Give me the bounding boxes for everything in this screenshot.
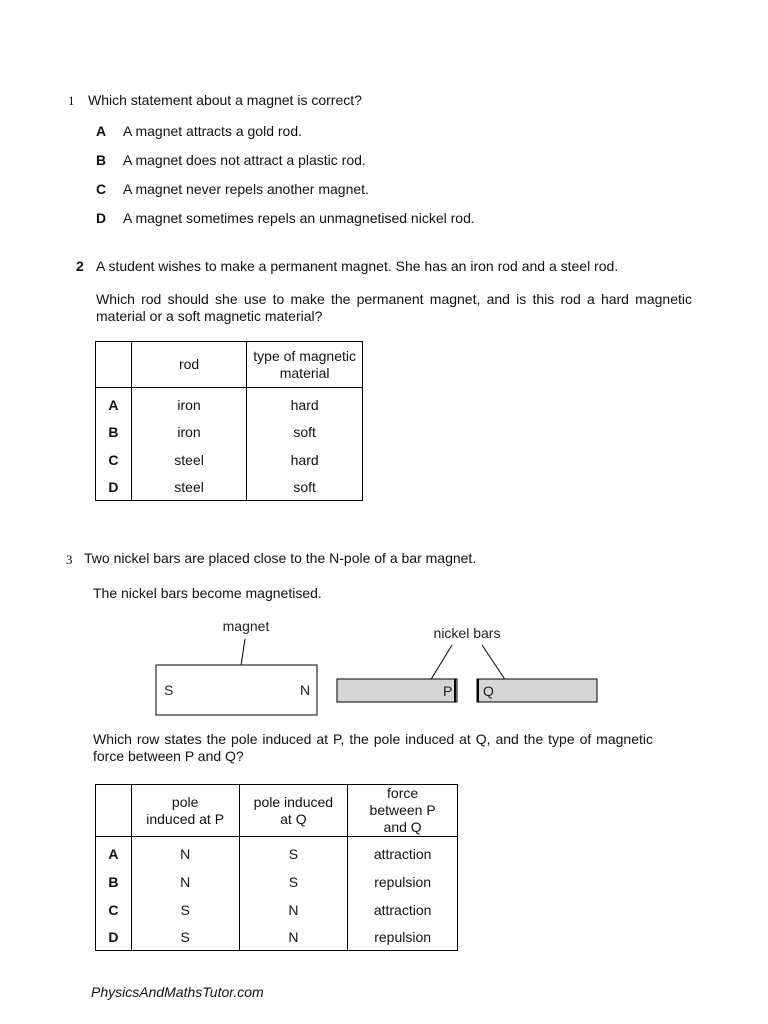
q2-row-type: soft xyxy=(247,418,363,446)
q1-option-c-letter: C xyxy=(96,181,107,197)
table-row xyxy=(96,474,363,501)
q3-row-pole-p: S xyxy=(131,896,239,924)
q2-row-letter: A xyxy=(96,388,132,418)
q3-number: 3 xyxy=(66,552,73,567)
q2-answer-table xyxy=(95,341,363,501)
footer-site-name: PhysicsAndMathsTutor.com xyxy=(91,984,264,1000)
q3-row-letter: D xyxy=(96,924,132,951)
q3-question: Which row states the pole induced at P, the pole induced at Q, and the type of magnetic force between P and Q? xyxy=(93,731,653,764)
magnet-label: magnet xyxy=(222,618,270,634)
q2-row-type: soft xyxy=(247,474,363,501)
q-label: Q xyxy=(483,683,494,699)
nickel-bars-label: nickel bars xyxy=(433,625,501,641)
q3-header-force: force between P and Q xyxy=(348,785,458,837)
q1-option-d-text: A magnet sometimes repels an unmagnetised nickel rod. xyxy=(123,210,475,226)
q1-option-a-text: A magnet attracts a gold rod. xyxy=(123,123,302,139)
q3-header-pole-p: pole induced at P xyxy=(131,785,239,837)
q2-number: 2 xyxy=(76,258,84,274)
q3-row-pole-q: S xyxy=(239,837,348,868)
q3-row-pole-p: N xyxy=(131,868,239,896)
q2-question: Which rod should she use to make the permanent magnet, and is this rod a hard magnetic material or a soft magnetic material? xyxy=(96,291,692,324)
nickel-leader-line-2 xyxy=(482,645,506,681)
q3-row-letter: C xyxy=(96,896,132,924)
q1-number: 1 xyxy=(68,93,75,108)
q2-row-type: hard xyxy=(247,446,363,474)
q2-row-rod: iron xyxy=(131,388,246,418)
q1-option-b-text: A magnet does not attract a plastic rod. xyxy=(123,152,366,168)
table-row xyxy=(96,418,363,446)
q2-row-rod: iron xyxy=(131,418,246,446)
bar-magnet xyxy=(156,665,317,715)
q2-header-blank xyxy=(96,342,132,388)
nickel-bar-2 xyxy=(477,679,597,702)
nickel-leader-line-1 xyxy=(430,645,452,681)
q3-row-pole-q: S xyxy=(239,868,348,896)
q3-line2: The nickel bars become magnetised. xyxy=(93,585,322,601)
table-row xyxy=(96,446,363,474)
q1-option-a-letter: A xyxy=(96,123,107,139)
q2-row-letter: C xyxy=(96,446,132,474)
s-pole-label: S xyxy=(164,682,174,698)
q1-option-c-text: A magnet never repels another magnet. xyxy=(123,181,369,197)
q3-row-pole-q: N xyxy=(239,896,348,924)
table-row xyxy=(96,388,363,418)
q2-header-type: type of magnetic material xyxy=(247,342,363,388)
q3-row-letter: B xyxy=(96,868,132,896)
q3-header-blank xyxy=(96,785,132,837)
q2-header-rod: rod xyxy=(131,342,246,388)
q2-row-letter: B xyxy=(96,418,132,446)
q3-row-force: repulsion xyxy=(348,868,458,896)
q1-option-d-letter: D xyxy=(96,210,107,226)
q3-row-letter: A xyxy=(96,837,132,868)
q2-row-letter: D xyxy=(96,474,132,501)
q2-row-rod: steel xyxy=(131,474,246,501)
q2-row-rod: steel xyxy=(131,446,246,474)
q2-row-type: hard xyxy=(247,388,363,418)
nickel-bar-1 xyxy=(337,679,457,702)
q3-answer-table xyxy=(95,784,458,951)
q3-row-force: attraction xyxy=(348,837,458,868)
q3-header-pole-q: pole induced at Q xyxy=(239,785,348,837)
q2-stem: A student wishes to make a permanent magnet. She has an iron rod and a steel rod. xyxy=(96,258,619,274)
q3-stem: Two nickel bars are placed close to the N-pole of a bar magnet. xyxy=(84,550,477,566)
q1-question: Which statement about a magnet is correct? xyxy=(88,92,362,108)
q3-row-pole-p: N xyxy=(131,837,239,868)
magnet-diagram xyxy=(0,610,768,720)
q3-row-force: repulsion xyxy=(348,924,458,951)
q3-row-force: attraction xyxy=(348,896,458,924)
table-row xyxy=(96,837,458,868)
q3-row-pole-p: S xyxy=(131,924,239,951)
table-row xyxy=(96,868,458,896)
q1-option-b-letter: B xyxy=(96,152,107,168)
table-row xyxy=(96,896,458,924)
n-pole-label: N xyxy=(300,682,311,698)
q3-row-pole-q: N xyxy=(239,924,348,951)
table-row xyxy=(96,924,458,951)
p-label: P xyxy=(443,683,453,699)
